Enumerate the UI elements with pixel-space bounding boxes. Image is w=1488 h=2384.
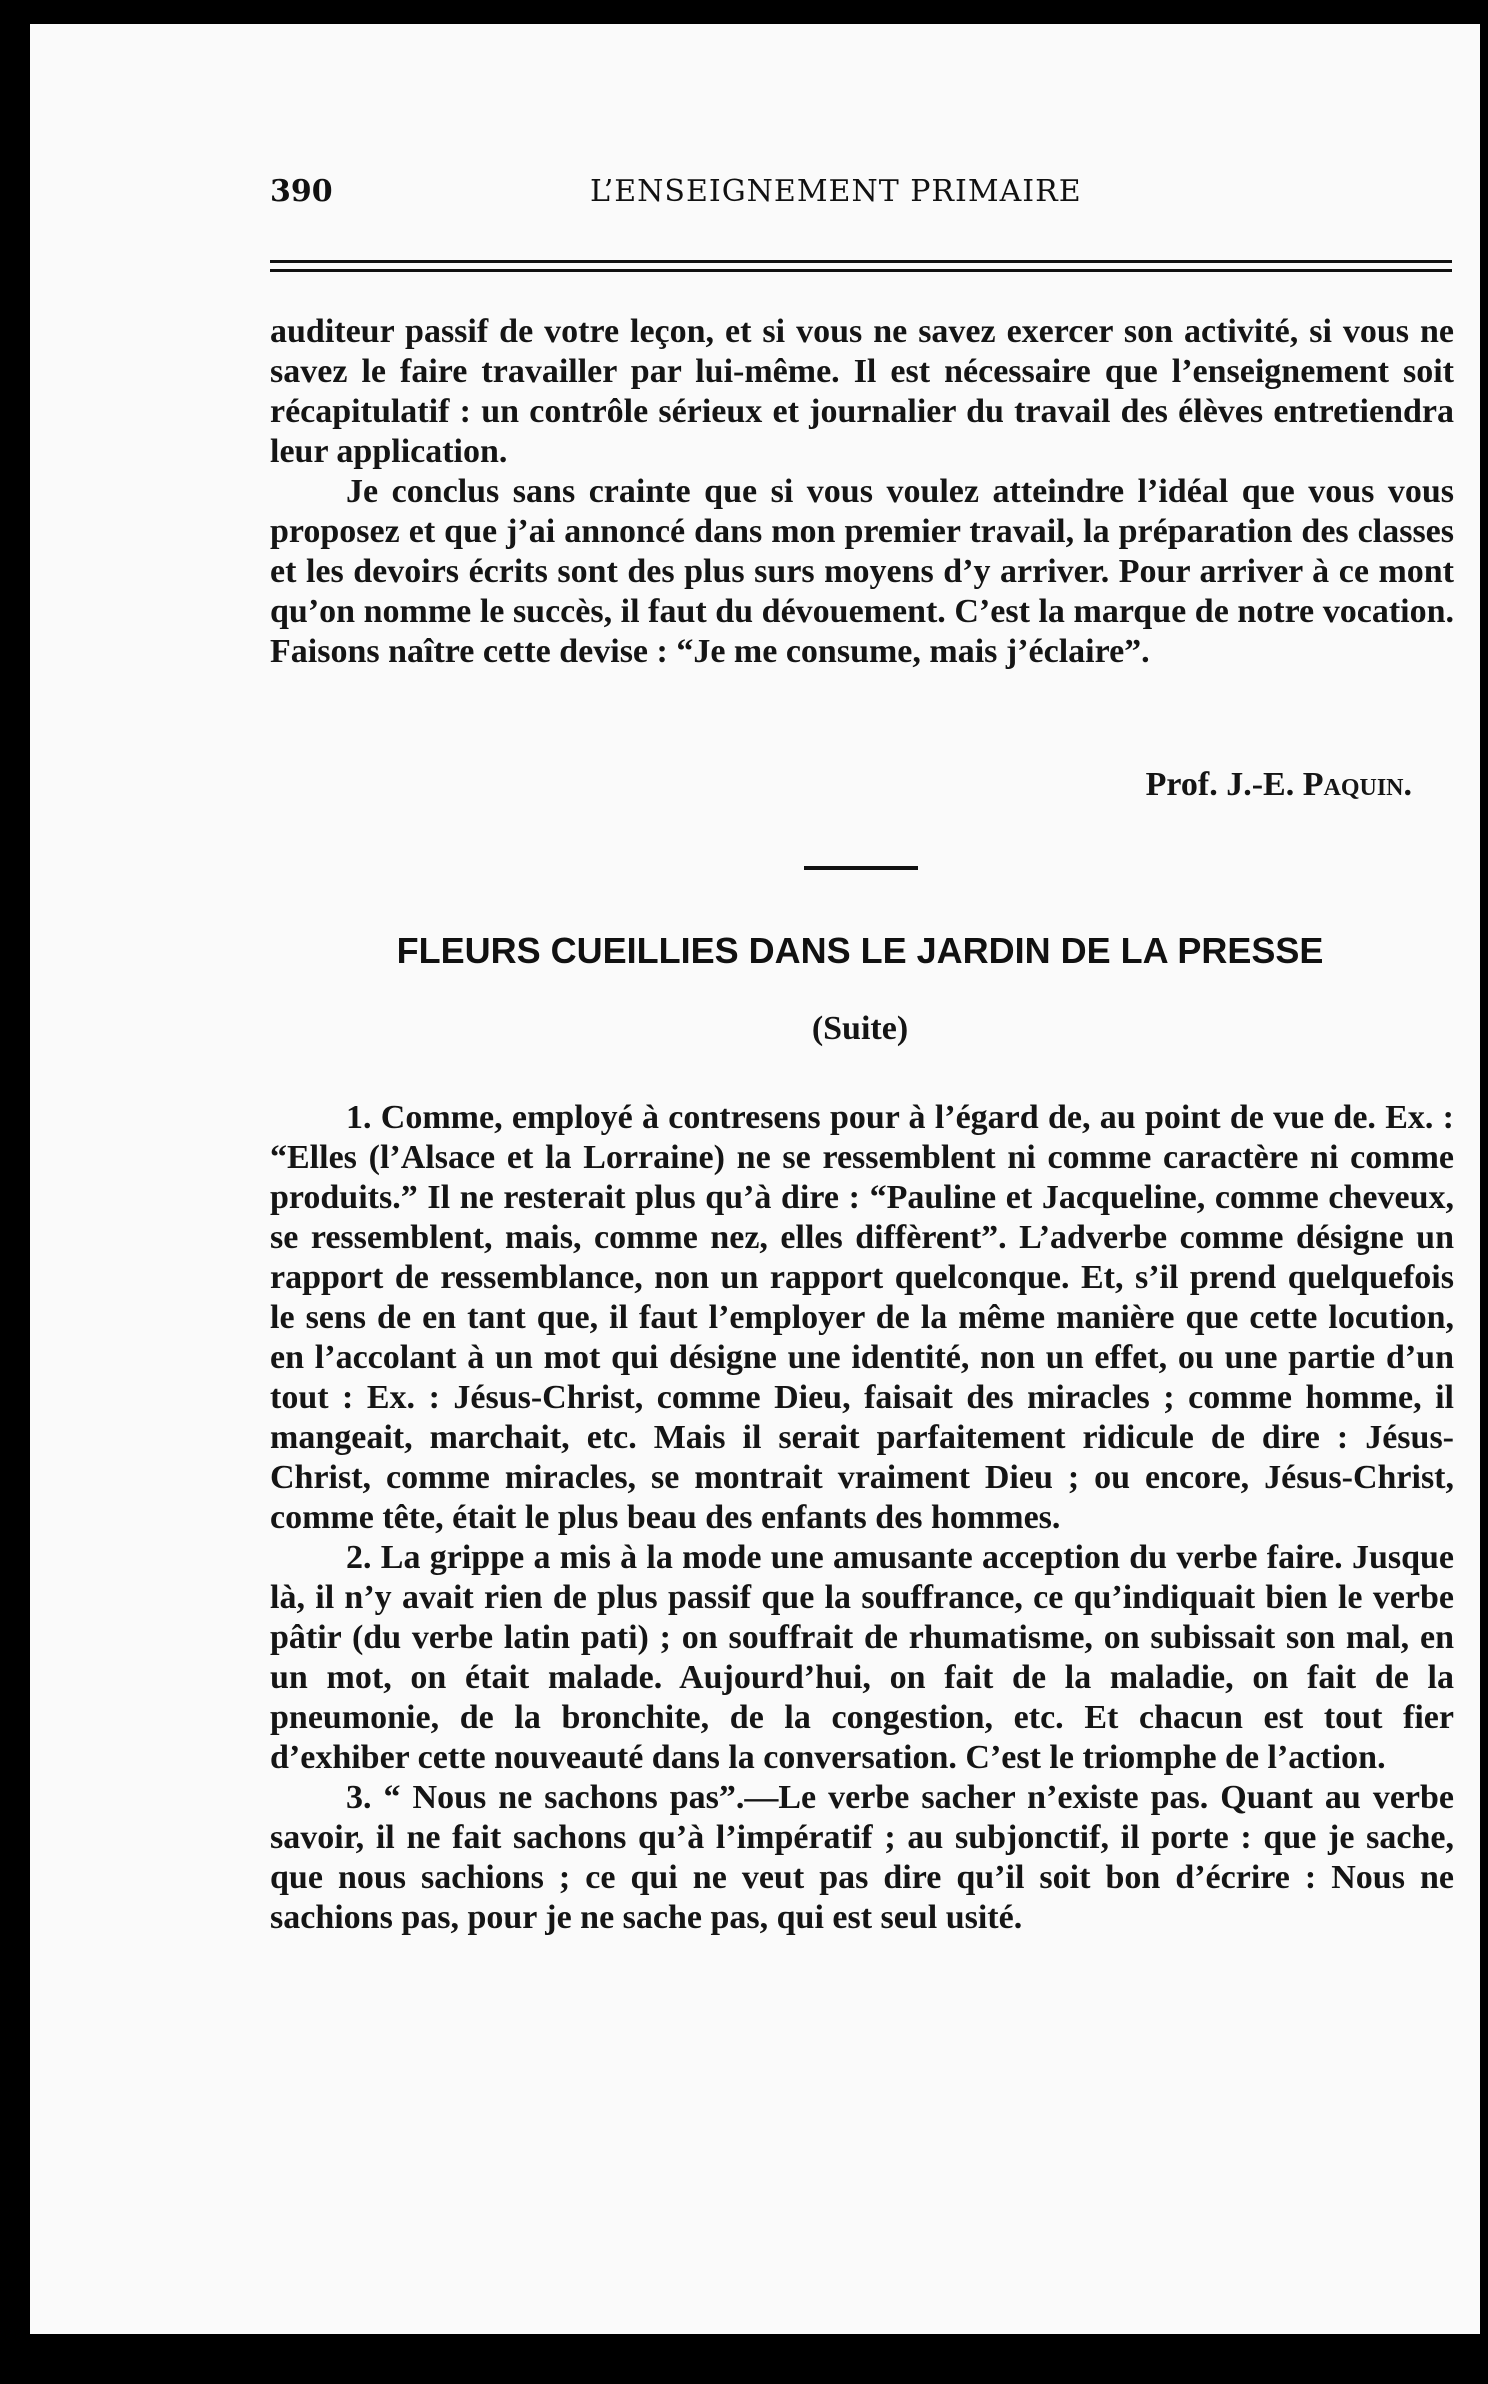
book-page [30, 24, 1480, 2334]
signature-name: Paquin. [1302, 766, 1412, 803]
page-number: 390 [270, 174, 333, 209]
section-divider [804, 866, 918, 870]
list-item: 2. La grippe a mis à la mode une amusante acception du verbe faire. Jusque là, il n’y avait rien de plus passif que la souffrance, ce qu’indiquait bien le verbe pâtir (du verbe latin pati) ; on souffrait de rhumatisme, on subissait son mal, en un mot, on était malade. Aujourd’hui, on fait de la maladie, on fait de la pneumonie, de la bronchite, de la congestion, etc. Et chacun est tout fier d’exhiber cette nouveauté dans la conversation. C’est le triomphe de l’action. [270, 1539, 1454, 1776]
page-header [270, 174, 1450, 224]
items-list [270, 1098, 1454, 1938]
list-item: 3. “ Nous ne sachons pas”.—Le verbe sacher n’existe pas. Quant au verbe savoir, il ne fait sachons qu’à l’impératif ; au subjonctif, il porte : que je sache, que nous sachions ; ce qui ne veut pas dire qu’il soit bon d’écrire : Nous ne sachions pas, pour je ne sache pas, qui est seul usité. [270, 1779, 1454, 1936]
list-item: 1. Comme, employé à contresens pour à l’égard de, au point de vue de. Ex. : “Elles (l’Alsace et la Lorraine) ne se ressemblent ni comme caractère ni comme produits.” Il ne resterait plus qu’à dire : “Pauline et Jacqueline, comme cheveux, se ressemblent, mais, comme nez, elles diffèrent”. L’adverbe comme désigne un rapport de ressemblance, non un rapport quelconque. Et, s’il prend quelquefois le sens de en tant que, il faut l’employer de la même manière que cette locution, en l’accolant à un mot qui désigne une identité, non un effet, ou une partie d’un tout : Ex. : Jésus-Christ, comme Dieu, faisait des miracles ; comme homme, il mangeait, marchait, etc. Mais il serait parfaitement ridicule de dire : Jésus-Christ, comme miracles, se montrait vraiment Dieu ; ou encore, Jésus-Christ, comme tête, était le plus beau des enfants des hommes. [270, 1099, 1454, 1536]
signature-prefix: Prof. J.-E. [1145, 766, 1303, 803]
paragraph: Je conclus sans crainte que si vous voulez atteindre l’idéal que vous vous proposez et que j’ai annoncé dans mon premier travail, la préparation des classes et les devoirs écrits sont des plus surs moyens d’y arriver. Pour arriver à ce mont qu’on nomme le succès, il faut du dévouement. C’est la marque de notre vocation. Faisons naître cette devise : “Je me consume, mais j’éclaire”. [270, 473, 1454, 670]
running-title: L’ENSEIGNEMENT PRIMAIRE [590, 174, 1082, 209]
article-ending [270, 312, 1454, 672]
section-title: FLEURS CUEILLIES DANS LE JARDIN DE LA PRESSE [396, 930, 1324, 971]
paragraph: auditeur passif de votre leçon, et si vous ne savez exercer son activité, si vous ne savez le faire travailler par lui-même. Il est nécessaire que l’enseignement soit récapitulatif : un contrôle sérieux et journalier du travail des élèves entretiendra leur application. [270, 313, 1454, 470]
section-subtitle: (Suite) [811, 1010, 909, 1047]
header-double-rule [270, 260, 1452, 272]
author-signature [270, 766, 1412, 804]
